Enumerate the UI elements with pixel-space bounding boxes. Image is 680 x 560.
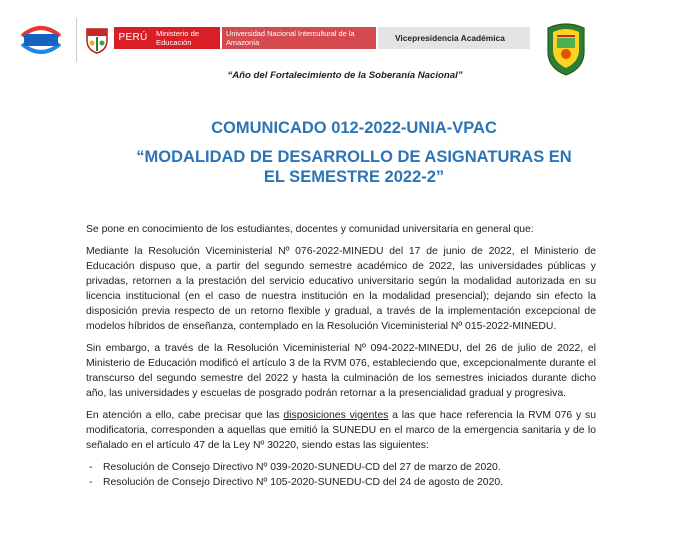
paragraph-disposiciones (86, 408, 596, 453)
year-motto: “Año del Fortalecimiento de la Soberanía Nacional” (227, 70, 463, 81)
university-crest-icon (545, 20, 587, 76)
list-item: - Resolución de Consejo Directivo Nº 039-2020-SUNEDU-CD del 27 de marzo de 2020. (86, 460, 596, 475)
list-item: - Resolución de Consejo Directivo Nº 105-2020-SUNEDU-CD del 24 de agosto de 2020. (86, 475, 596, 490)
paragraph-rvm-076: Mediante la Resolución Viceministerial Nº 076-2022-MINEDU del 17 de junio de 2022, el Ministerio de Educación dispuso que, a partir del segundo semestre académico de 2022, las universidades públicas y privadas, retornen a la prestación del servicio educativo universitario según la modalidad autorizada en su licencia institucional (en el caso de nuestra institución en la modalidad presencial); dejando sin efecto la disposición previa respecto de un retorno flexible y gradual, a través de la implementación excepcional de modelos híbridos de enseñanza, contemplado en la Resolución Viceministerial Nº 015-2022-MINEDU. (86, 246, 596, 332)
educacion-todos-logo (18, 22, 64, 58)
university-label: Universidad Nacional Intercultural de la Amazonía (222, 27, 376, 49)
communique-number: COMUNICADO 012-2022-UNIA-VPAC (211, 119, 497, 137)
resolutions-list (86, 460, 596, 490)
header-divider (76, 18, 77, 62)
ministry-label: Ministerio de Educación (152, 27, 220, 49)
paragraph-rvm-094: Sin embargo, a través de la Resolución Viceministerial Nº 094-2022-MINEDU, del 26 de julio de 2022, el Ministerio de Educación modificó el artículo 3 de la RVM 076, estableciendo que, excepcionalmente durante el transcurso del segundo semestre del 2022 y hasta la culminación de los semestres iniciados durante dicho año, las universidades y escuelas de posgrado podrán retornar a la presencialidad gradual y progresiva. (86, 343, 596, 399)
disposiciones-vigentes-link: disposiciones vigentes (283, 410, 389, 421)
letterhead (0, 0, 680, 90)
communique-body (86, 222, 596, 490)
office-label: Vicepresidencia Académica (378, 27, 530, 49)
paragraph-text-start: En atención a ello, cabe precisar que las (86, 410, 284, 421)
intro-paragraph: Se pone en conocimiento de los estudiantes, docentes y comunidad universitaria en general que: (86, 224, 534, 235)
communique-subject-line2: EL SEMESTRE 2022-2” (263, 168, 445, 186)
paragraph-text-end: a las que hace referencia la RVM 076 y su modificatoria, corresponden a aquellas que emitió la SUNEDU en el marco de la emergencia sanitaria y de lo señalado en el artículo 47 de la Ley Nº 30220, siendo estas las siguientes: (86, 410, 596, 451)
communique-titles (0, 118, 680, 187)
communique-subject-line1: “MODALIDAD DE DESARROLLO DE ASIGNATURAS EN (136, 148, 572, 166)
coat-of-arms-icon (84, 26, 110, 54)
peru-label: PERÚ (114, 27, 152, 49)
